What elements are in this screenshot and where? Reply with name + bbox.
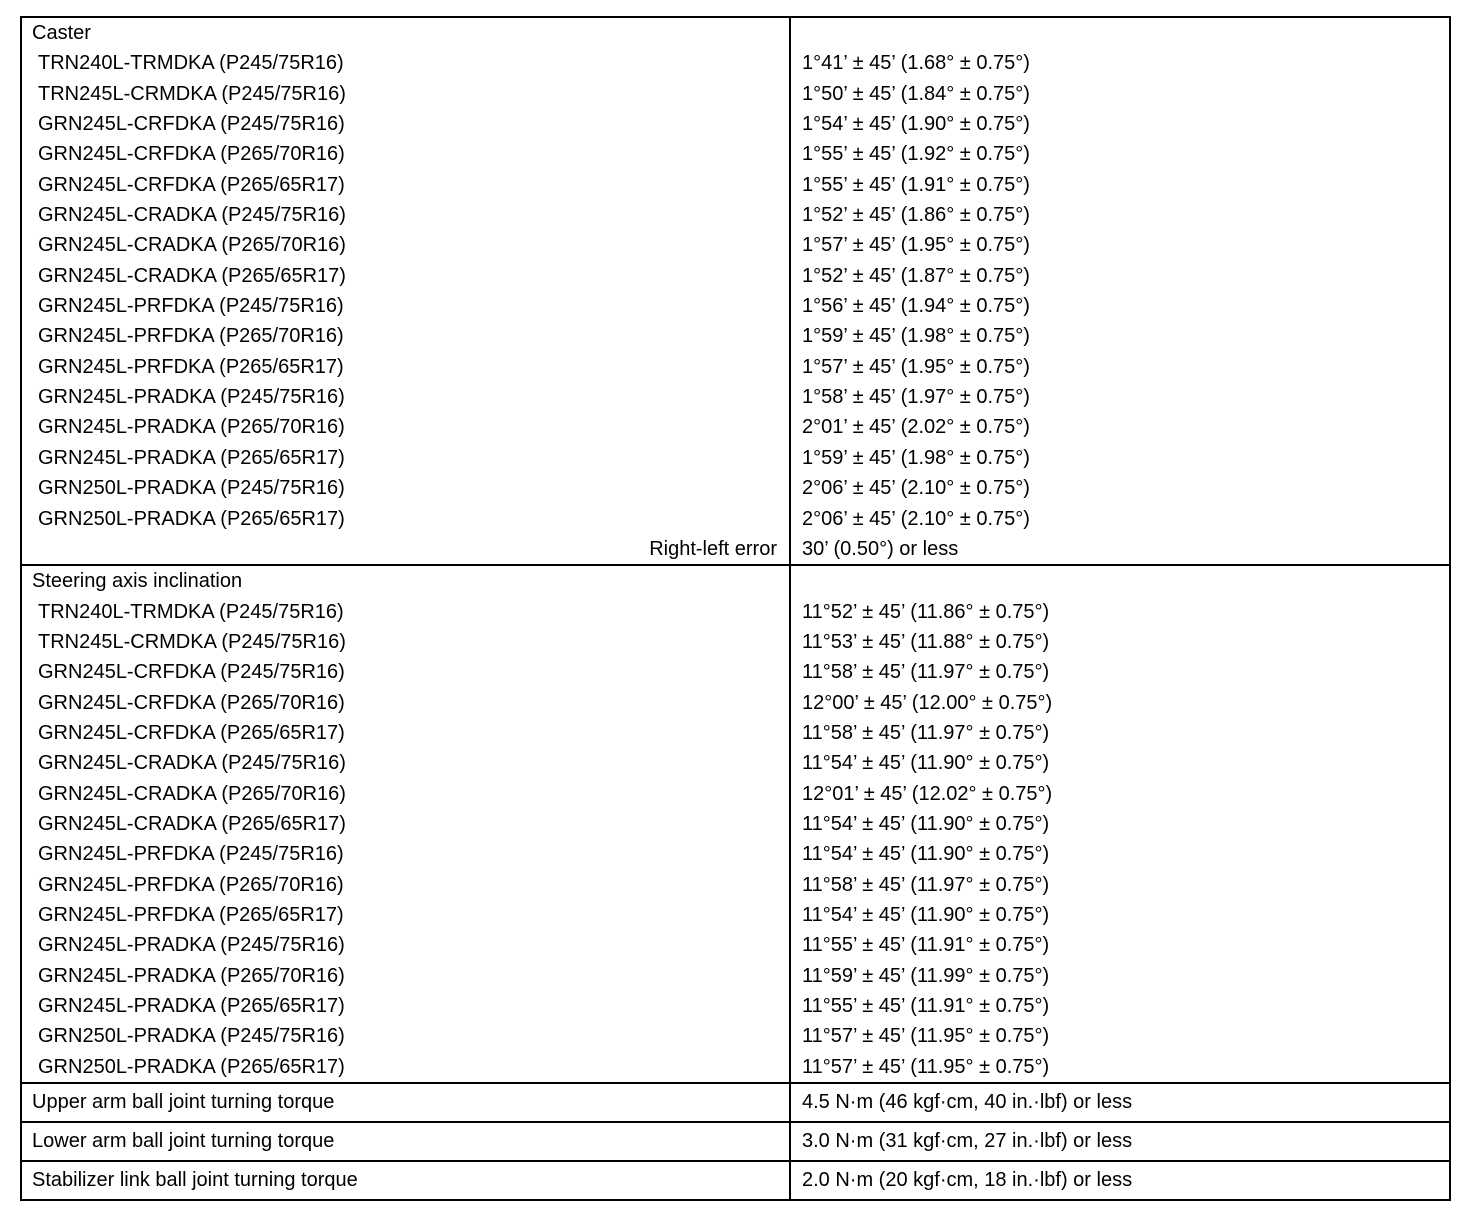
caster-model: GRN245L-CRADKA (P265/65R17) [38, 264, 346, 287]
steering-model: GRN245L-CRADKA (P265/70R16) [38, 782, 346, 805]
steering-value: 11°55’ ± 45’ (11.91° ± 0.75°) [802, 934, 1050, 957]
caster-model: GRN245L-CRFDKA (P265/65R17) [38, 173, 345, 196]
caster-value: 1°52’ ± 45’ (1.87° ± 0.75°) [802, 264, 1030, 287]
caster-models-column [22, 18, 791, 564]
alignment-spec-table [20, 16, 1451, 1201]
steering-value: 11°52’ ± 45’ (11.86° ± 0.75°) [802, 600, 1050, 623]
caster-value: 1°59’ ± 45’ (1.98° ± 0.75°) [802, 325, 1030, 348]
steering-value: 12°00’ ± 45’ (12.00° ± 0.75°) [802, 691, 1053, 714]
steering-value: 11°54’ ± 45’ (11.90° ± 0.75°) [802, 843, 1050, 866]
steering-value: 11°54’ ± 45’ (11.90° ± 0.75°) [802, 752, 1050, 775]
steering-model: GRN245L-CRFDKA (P245/75R16) [38, 661, 345, 684]
steering-model: GRN245L-PRADKA (P265/70R16) [38, 964, 345, 987]
steering-model: GRN245L-PRADKA (P245/75R16) [38, 934, 345, 957]
steering-value: 11°58’ ± 45’ (11.97° ± 0.75°) [802, 721, 1050, 744]
upper-arm-torque-value: 4.5 N·m (46 kgf·cm, 40 in.·lbf) or less [802, 1091, 1133, 1114]
caster-value: 1°58’ ± 45’ (1.97° ± 0.75°) [802, 386, 1030, 409]
steering-model: TRN245L-CRMDKA (P245/75R16) [38, 630, 346, 653]
steering-value: 12°01’ ± 45’ (12.02° ± 0.75°) [802, 782, 1053, 805]
steering-heading: Steering axis inclination [32, 570, 243, 593]
steering-model: GRN250L-PRADKA (P245/75R16) [38, 1025, 345, 1048]
caster-value: 2°06’ ± 45’ (2.10° ± 0.75°) [802, 507, 1030, 530]
caster-value: 1°55’ ± 45’ (1.92° ± 0.75°) [802, 143, 1030, 166]
caster-value: 2°01’ ± 45’ (2.02° ± 0.75°) [802, 416, 1030, 439]
caster-heading: Caster [32, 22, 91, 44]
steering-model: GRN245L-CRFDKA (P265/65R17) [38, 721, 345, 744]
caster-value: 1°57’ ± 45’ (1.95° ± 0.75°) [802, 234, 1030, 257]
steering-value: 11°57’ ± 45’ (11.95° ± 0.75°) [802, 1025, 1050, 1048]
lower-arm-torque-row [22, 1121, 1449, 1160]
stabilizer-link-torque-row [22, 1160, 1449, 1199]
caster-value: 1°52’ ± 45’ (1.86° ± 0.75°) [802, 204, 1030, 227]
caster-model: GRN245L-PRADKA (P265/65R17) [38, 446, 345, 469]
caster-model: GRN250L-PRADKA (P245/75R16) [38, 477, 345, 500]
steering-value: 11°54’ ± 45’ (11.90° ± 0.75°) [802, 903, 1050, 926]
steering-value: 11°58’ ± 45’ (11.97° ± 0.75°) [802, 873, 1050, 896]
steering-model: GRN245L-CRADKA (P245/75R16) [38, 752, 346, 775]
caster-model: TRN240L-TRMDKA (P245/75R16) [38, 52, 344, 75]
steering-model: GRN245L-CRADKA (P265/65R17) [38, 812, 346, 835]
stabilizer-link-torque-label: Stabilizer link ball joint turning torque [32, 1169, 358, 1192]
steering-models-column [22, 566, 791, 1082]
steering-value: 11°59’ ± 45’ (11.99° ± 0.75°) [802, 964, 1050, 987]
caster-model: GRN245L-PRADKA (P265/70R16) [38, 416, 345, 439]
caster-model: GRN245L-CRADKA (P245/75R16) [38, 204, 346, 227]
caster-model: GRN245L-PRFDKA (P265/70R16) [38, 325, 344, 348]
caster-section [22, 18, 1449, 564]
caster-value: 1°54’ ± 45’ (1.90° ± 0.75°) [802, 113, 1030, 136]
steering-heading-spacer [791, 566, 1449, 596]
stabilizer-link-torque-value: 2.0 N·m (20 kgf·cm, 18 in.·lbf) or less [802, 1169, 1133, 1192]
caster-value: 1°59’ ± 45’ (1.98° ± 0.75°) [802, 446, 1030, 469]
steering-value: 11°54’ ± 45’ (11.90° ± 0.75°) [802, 812, 1050, 835]
steering-model: GRN250L-PRADKA (P265/65R17) [38, 1055, 345, 1078]
caster-value: 1°50’ ± 45’ (1.84° ± 0.75°) [802, 82, 1030, 105]
steering-value: 11°53’ ± 45’ (11.88° ± 0.75°) [802, 630, 1050, 653]
caster-value: 1°56’ ± 45’ (1.94° ± 0.75°) [802, 295, 1030, 318]
caster-value: 2°06’ ± 45’ (2.10° ± 0.75°) [802, 477, 1030, 500]
caster-model: GRN250L-PRADKA (P265/65R17) [38, 507, 345, 530]
right-left-error-label: Right-left error [649, 537, 777, 560]
caster-value: 1°57’ ± 45’ (1.95° ± 0.75°) [802, 355, 1030, 378]
steering-model: GRN245L-PRFDKA (P245/75R16) [38, 843, 344, 866]
steering-model: TRN240L-TRMDKA (P245/75R16) [38, 600, 344, 623]
steering-model: GRN245L-PRFDKA (P265/70R16) [38, 873, 344, 896]
upper-arm-torque-label: Upper arm ball joint turning torque [32, 1091, 335, 1114]
caster-model: TRN245L-CRMDKA (P245/75R16) [38, 82, 346, 105]
steering-model: GRN245L-CRFDKA (P265/70R16) [38, 691, 345, 714]
steering-model: GRN245L-PRADKA (P265/65R17) [38, 995, 345, 1017]
upper-arm-torque-row [22, 1082, 1449, 1121]
caster-model: GRN245L-PRADKA (P245/75R16) [38, 386, 345, 409]
caster-value: 1°41’ ± 45’ (1.68° ± 0.75°) [802, 52, 1030, 75]
caster-model: GRN245L-PRFDKA (P265/65R17) [38, 355, 344, 378]
lower-arm-torque-label: Lower arm ball joint turning torque [32, 1130, 335, 1153]
caster-model: GRN245L-PRFDKA (P245/75R16) [38, 295, 344, 318]
caster-model: GRN245L-CRFDKA (P265/70R16) [38, 143, 345, 166]
steering-value: 11°58’ ± 45’ (11.97° ± 0.75°) [802, 661, 1050, 684]
caster-model: GRN245L-CRADKA (P265/70R16) [38, 234, 346, 257]
steering-values-column [791, 566, 1449, 1082]
steering-model: GRN245L-PRFDKA (P265/65R17) [38, 903, 344, 926]
lower-arm-torque-value: 3.0 N·m (31 kgf·cm, 27 in.·lbf) or less [802, 1130, 1133, 1153]
steering-value: 11°55’ ± 45’ (11.91° ± 0.75°) [802, 995, 1050, 1017]
steering-axis-section [22, 564, 1449, 1082]
caster-values-column [791, 18, 1449, 564]
steering-value: 11°57’ ± 45’ (11.95° ± 0.75°) [802, 1055, 1050, 1078]
caster-model: GRN245L-CRFDKA (P245/75R16) [38, 113, 345, 136]
caster-heading-spacer [791, 18, 1449, 48]
right-left-error-value: 30’ (0.50°) or less [802, 537, 959, 560]
caster-value: 1°55’ ± 45’ (1.91° ± 0.75°) [802, 173, 1030, 196]
